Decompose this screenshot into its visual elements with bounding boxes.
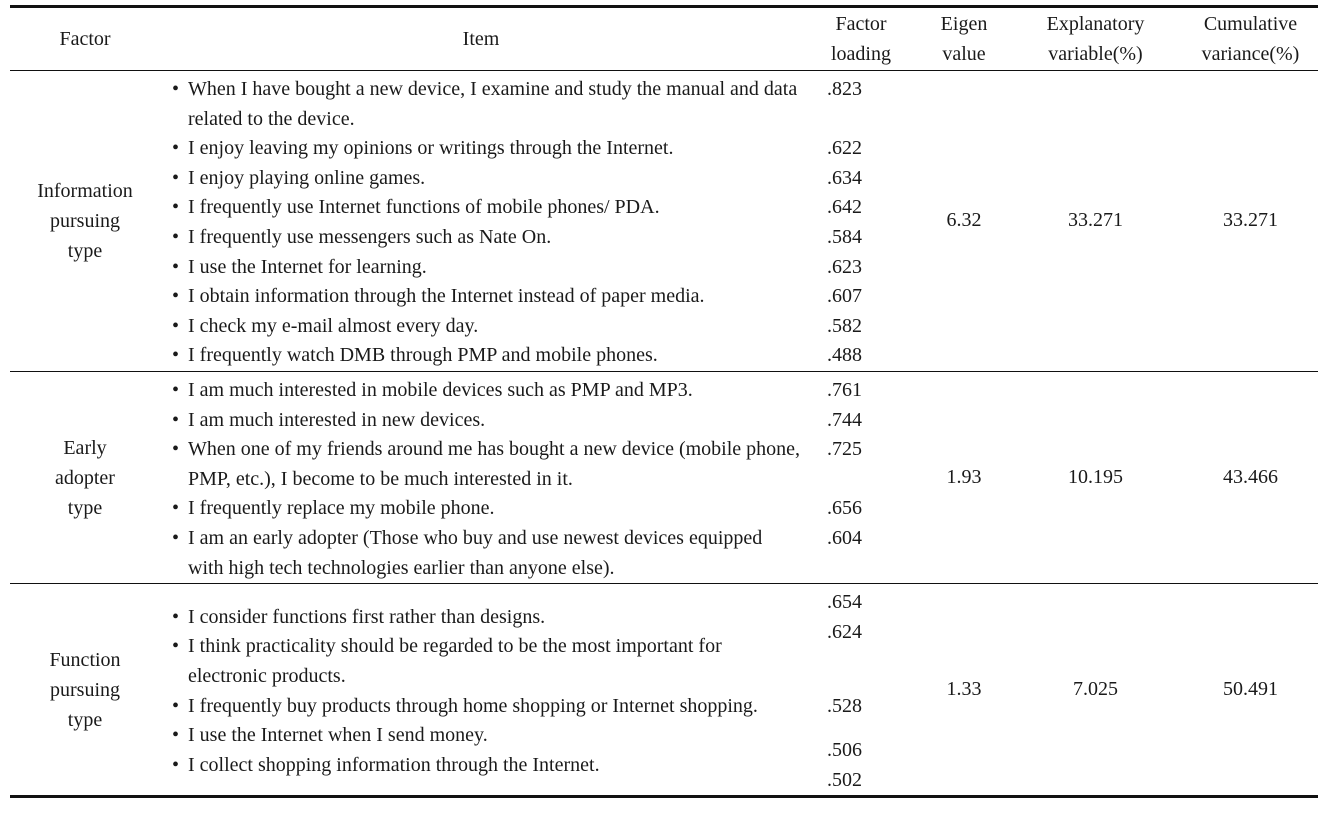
factor-name-line: type (67, 496, 103, 519)
factor-name-line: type (67, 239, 103, 262)
header-row (10, 7, 1318, 71)
eigen-value: 1.33 (946, 678, 982, 701)
header-cumulative-line2: variance(%) (1201, 43, 1300, 65)
factor-name-line: Information (37, 179, 133, 202)
list-item (172, 406, 802, 436)
eigen-value: 1.93 (946, 466, 982, 489)
bullet-icon: • (172, 694, 180, 717)
item-text: I frequently replace my mobile phone. (188, 497, 495, 520)
factor-loading-value: .623 (827, 255, 862, 278)
item-text: I obtain information through the Internet instead of paper media. (188, 285, 705, 308)
bullet-icon: • (172, 196, 180, 219)
bullet-icon: • (172, 78, 180, 100)
item-text: I collect shopping information through the Internet. (188, 753, 600, 776)
factor-group (10, 584, 1318, 797)
list-item (172, 253, 802, 283)
factor-name (10, 71, 160, 372)
factor-loading-value: .607 (827, 285, 862, 308)
factor-name-line: Function (49, 648, 121, 671)
list-item (172, 524, 802, 583)
list-item (172, 312, 802, 342)
factor-name (10, 371, 160, 583)
bullet-icon: • (172, 314, 180, 337)
cumulative-variance: 50.491 (1223, 678, 1278, 701)
list-item (172, 435, 802, 494)
list-item (172, 721, 802, 751)
bullet-icon: • (172, 753, 180, 776)
bullet-icon: • (172, 344, 180, 367)
factor-loading-value: .656 (827, 497, 862, 520)
list-item (172, 603, 802, 633)
item-text: I frequently use messengers such as Nate On. (188, 225, 552, 248)
item-text: I enjoy leaving my opinions or writings through the Internet. (188, 137, 674, 160)
explanatory-variance: 7.025 (1073, 678, 1118, 701)
item-text: When I have bought a new device, I examine and study the manual and data related to the device. (188, 78, 798, 130)
bullet-icon: • (172, 255, 180, 278)
factor-name (10, 584, 160, 797)
factor-loading-spacer (827, 465, 920, 495)
factor-name-line: type (67, 708, 103, 731)
item-text: I check my e-mail almost every day. (188, 314, 479, 337)
list-item (172, 134, 802, 164)
factor-name-line: pursuing (50, 678, 120, 701)
item-text: I use the Internet when I send money. (188, 724, 488, 747)
bullet-icon: • (172, 137, 180, 160)
cumulative-variance: 43.466 (1223, 466, 1278, 489)
list-item (172, 632, 802, 691)
item-text: I frequently use Internet functions of mobile phones/ PDA. (188, 196, 660, 219)
factor-name-line: Early (63, 436, 107, 459)
factor-loading-value: .506 (827, 739, 862, 762)
factor-loading-value: .654 (827, 591, 862, 614)
factor-loading-value: .528 (827, 694, 862, 717)
header-eigen-value-line1: Eigen (940, 13, 988, 35)
list-item (172, 164, 802, 194)
header-cumulative-line1: Cumulative (1203, 13, 1298, 35)
factor-analysis-table (10, 5, 1318, 798)
list-item (172, 75, 802, 134)
factor-loading-value: .584 (827, 225, 862, 248)
eigen-value: 6.32 (946, 209, 982, 232)
item-text: I think practicality should be regarded to be the most important for electronic products. (188, 635, 722, 688)
header-factor: Factor (59, 28, 111, 50)
factor-loading-value: .725 (827, 438, 862, 461)
header-item: Item (462, 28, 500, 50)
factor-loading-value: .744 (827, 408, 862, 431)
list-item (172, 494, 802, 524)
table-row (10, 584, 1318, 797)
factor-loading-value: .642 (827, 196, 862, 219)
bullet-icon: • (172, 605, 180, 628)
cumulative-variance: 33.271 (1223, 209, 1278, 232)
item-text: When one of my friends around me has bought a new device (mobile phone, PMP, etc.), I become to be much interested in it. (188, 438, 801, 490)
item-text: I am an early adopter (Those who buy and use newest devices equipped with high tech technologies earlier than anyone else). (188, 526, 763, 579)
factor-loading-value: .488 (827, 344, 862, 367)
factor-loading-value: .604 (827, 526, 862, 549)
list-item (172, 376, 802, 406)
factor-loading-value: .634 (827, 166, 862, 189)
factor-loading-value: .761 (827, 378, 862, 401)
header-explanatory (1008, 7, 1183, 71)
list-item (172, 751, 802, 781)
factor-loading-list (802, 71, 920, 372)
bullet-icon: • (172, 408, 180, 431)
factor-loading-value: .502 (827, 768, 862, 791)
explanatory-variance: 33.271 (1068, 209, 1123, 232)
list-item (172, 193, 802, 223)
factor-group (10, 71, 1318, 372)
header-explanatory-line2: variable(%) (1048, 43, 1143, 65)
list-item (172, 282, 802, 312)
bullet-icon: • (172, 225, 180, 248)
bullet-icon: • (172, 166, 180, 189)
bullet-icon: • (172, 526, 180, 549)
header-eigen-value (920, 7, 1008, 71)
bullet-icon: • (172, 635, 180, 658)
header-explanatory-line1: Explanatory (1046, 13, 1145, 35)
factor-loading-list (802, 584, 920, 797)
factor-loading-value: .582 (827, 314, 862, 337)
factor-loading-spacer (827, 554, 920, 584)
factor-name-line: adopter (55, 466, 115, 489)
list-item (172, 341, 802, 371)
item-list (160, 71, 802, 372)
header-eigen-value-line2: value (942, 43, 986, 65)
factor-loading-spacer (827, 647, 920, 677)
item-list (160, 371, 802, 583)
factor-loading-value: .624 (827, 620, 862, 643)
item-text: I use the Internet for learning. (188, 255, 427, 278)
header-factor-loading (802, 7, 920, 71)
item-text: I frequently watch DMB through PMP and mobile phones. (188, 344, 658, 367)
factor-name-line: pursuing (50, 209, 120, 232)
header-factor-loading-line1: Factor (835, 13, 887, 35)
item-list (160, 584, 802, 797)
item-text: I am much interested in new devices. (188, 408, 486, 431)
factor-loading-value: .622 (827, 137, 862, 160)
factor-loading-list (802, 371, 920, 583)
list-item (172, 692, 802, 722)
bullet-icon: • (172, 724, 180, 747)
header-cumulative (1183, 7, 1318, 71)
item-text: I am much interested in mobile devices such as PMP and MP3. (188, 378, 693, 401)
factor-group (10, 371, 1318, 583)
list-item (172, 223, 802, 253)
factor-loading-spacer (827, 105, 920, 135)
bullet-icon: • (172, 285, 180, 308)
item-text: I consider functions first rather than designs. (188, 605, 546, 628)
bullet-icon: • (172, 438, 180, 461)
explanatory-variance: 10.195 (1068, 466, 1123, 489)
factor-loading-value: .823 (827, 78, 862, 100)
table-row (10, 371, 1318, 583)
table-row (10, 71, 1318, 372)
item-text: I enjoy playing online games. (188, 166, 426, 189)
bullet-icon: • (172, 497, 180, 520)
bullet-icon: • (172, 378, 180, 401)
header-factor-loading-line2: loading (831, 43, 891, 65)
item-text: I frequently buy products through home shopping or Internet shopping. (188, 694, 758, 717)
